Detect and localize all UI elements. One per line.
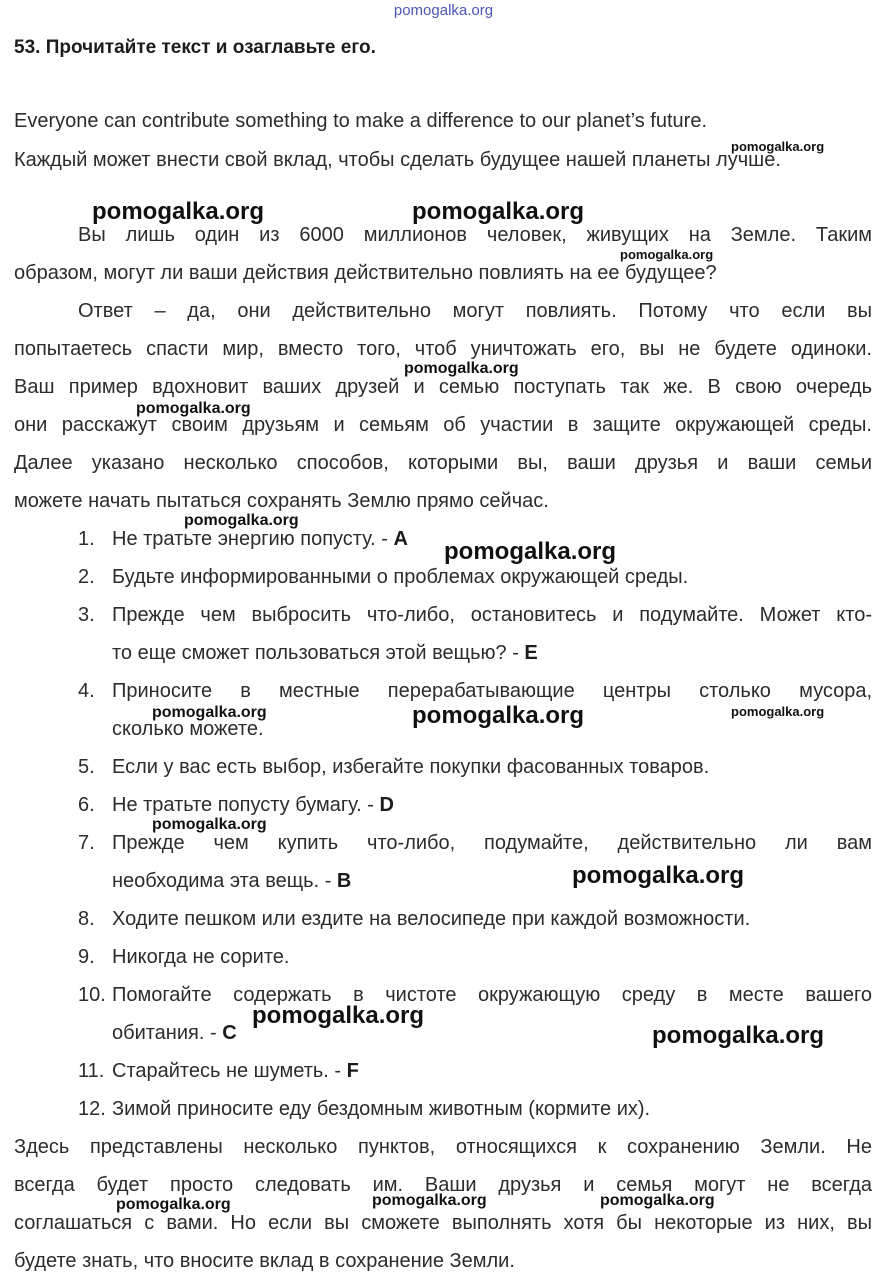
- list-item-number: 10.: [78, 984, 106, 1006]
- watermark: pomogalka.org: [412, 198, 585, 225]
- conclusion-line: соглашаться с вами. Но если вы сможете выполнять хотя бы некоторые из них, вы: [14, 1212, 872, 1234]
- list-item: Если у вас есть выбор, избегайте покупки фасованных товаров.: [112, 756, 710, 778]
- watermark: pomogalka.org: [412, 702, 585, 729]
- watermark: pomogalka.org: [252, 1002, 425, 1029]
- conclusion-line: всегда будет просто следовать им. Ваши друзья и семья могут не всегда: [14, 1174, 872, 1196]
- watermark: pomogalka.org: [731, 704, 825, 719]
- conclusion-line: Здесь представлены несколько пунктов, относящихся к сохранению Земли. Не: [14, 1136, 872, 1158]
- list-item-number: 1.: [78, 528, 95, 550]
- watermark: pomogalka.org: [404, 360, 519, 377]
- list-item: Ходите пешком или ездите на велосипеде при каждой возможности.: [112, 908, 751, 930]
- list-item-number: 2.: [78, 566, 95, 588]
- list-item-number: 6.: [78, 794, 95, 816]
- paragraph-2-line: попытаетесь спасти мир, вместо того, чтоб уничтожать его, вы не будете одиноки.: [14, 338, 872, 360]
- watermark: pomogalka.org: [136, 400, 251, 417]
- list-item-number: 9.: [78, 946, 95, 968]
- watermark: pomogalka.org: [572, 862, 745, 889]
- list-item-continuation: сколько можете.: [112, 718, 264, 740]
- list-item-continuation: необходима эта вещь. - B: [112, 870, 352, 892]
- list-item: Будьте информированными о проблемах окружающей среды.: [112, 566, 689, 588]
- watermark: pomogalka.org: [152, 704, 267, 721]
- list-item-number: 4.: [78, 680, 95, 702]
- paragraph-1-line: Вы лишь один из 6000 миллионов человек, живущих на Земле. Таким: [78, 224, 872, 246]
- answer-letter: A: [393, 528, 408, 550]
- exercise-title: 53. Прочитайте текст и озаглавьте его.: [14, 37, 376, 58]
- answer-letter: E: [524, 642, 538, 664]
- answer-letter: F: [346, 1060, 359, 1082]
- watermark: pomogalka.org: [184, 512, 299, 529]
- list-item: Никогда не сорите.: [112, 946, 290, 968]
- list-item: Помогайте содержать в чистоте окружающую среду в месте вашего: [112, 984, 872, 1006]
- paragraph-2-line: они расскажут своим друзьям и семьям об участии в защите окружающей среды.: [14, 414, 872, 436]
- site-header-link[interactable]: pomogalka.org: [393, 2, 494, 19]
- answer-letter: B: [336, 870, 352, 892]
- list-item-number: 8.: [78, 908, 95, 930]
- conclusion-line: будете знать, что вносите вклад в сохранение Земли.: [14, 1250, 515, 1272]
- list-item: Не тратьте энергию попусту. - A: [112, 528, 408, 550]
- watermark: pomogalka.org: [444, 538, 617, 565]
- answer-letter: C: [222, 1022, 237, 1044]
- list-item-number: 12.: [78, 1098, 106, 1120]
- watermark: pomogalka.org: [652, 1022, 825, 1049]
- watermark: pomogalka.org: [372, 1192, 487, 1209]
- title-line-en: Everyone can contribute something to make a difference to our planet’s future.: [14, 110, 708, 132]
- watermark: pomogalka.org: [152, 816, 267, 833]
- list-item-continuation: обитания. - C: [112, 1022, 237, 1044]
- list-item: Приносите в местные перерабатывающие центры столько мусора,: [112, 680, 872, 702]
- watermark: pomogalka.org: [600, 1192, 715, 1209]
- list-item: Зимой приносите еду бездомным животным (кормите их).: [112, 1098, 651, 1120]
- watermark: pomogalka.org: [731, 139, 825, 154]
- list-item: Старайтесь не шуметь. - F: [112, 1060, 359, 1082]
- watermark: pomogalka.org: [620, 247, 714, 262]
- paragraph-2-line: Ваш пример вдохновит ваших друзей и семью поступать так же. В свою очередь: [14, 376, 872, 398]
- paragraph-2-line: Ответ – да, они действительно могут повлиять. Потому что если вы: [78, 300, 872, 322]
- list-item: Не тратьте попусту бумагу. - D: [112, 794, 394, 816]
- list-item-number: 7.: [78, 832, 95, 854]
- paragraph-2-line: Далее указано несколько способов, которыми вы, ваши друзья и ваши семьи: [14, 452, 872, 474]
- title-line-ru: Каждый может внести свой вклад, чтобы сделать будущее нашей планеты лучше.: [14, 149, 781, 171]
- watermark: pomogalka.org: [92, 198, 265, 225]
- list-item-number: 5.: [78, 756, 95, 778]
- paragraph-2-line: можете начать пытаться сохранять Землю прямо сейчас.: [14, 490, 549, 512]
- paragraph-1-line: образом, могут ли ваши действия действительно повлиять на ее будущее?: [14, 262, 717, 284]
- watermark: pomogalka.org: [116, 1196, 231, 1213]
- answer-letter: D: [379, 794, 394, 816]
- list-item: Прежде чем выбросить что-либо, остановитесь и подумайте. Может кто-: [112, 604, 872, 626]
- list-item-number: 3.: [78, 604, 95, 626]
- list-item: Прежде чем купить что-либо, подумайте, действительно ли вам: [112, 832, 872, 854]
- list-item-number: 11.: [78, 1060, 105, 1082]
- list-item-continuation: то еще сможет пользоваться этой вещью? - E: [112, 642, 538, 664]
